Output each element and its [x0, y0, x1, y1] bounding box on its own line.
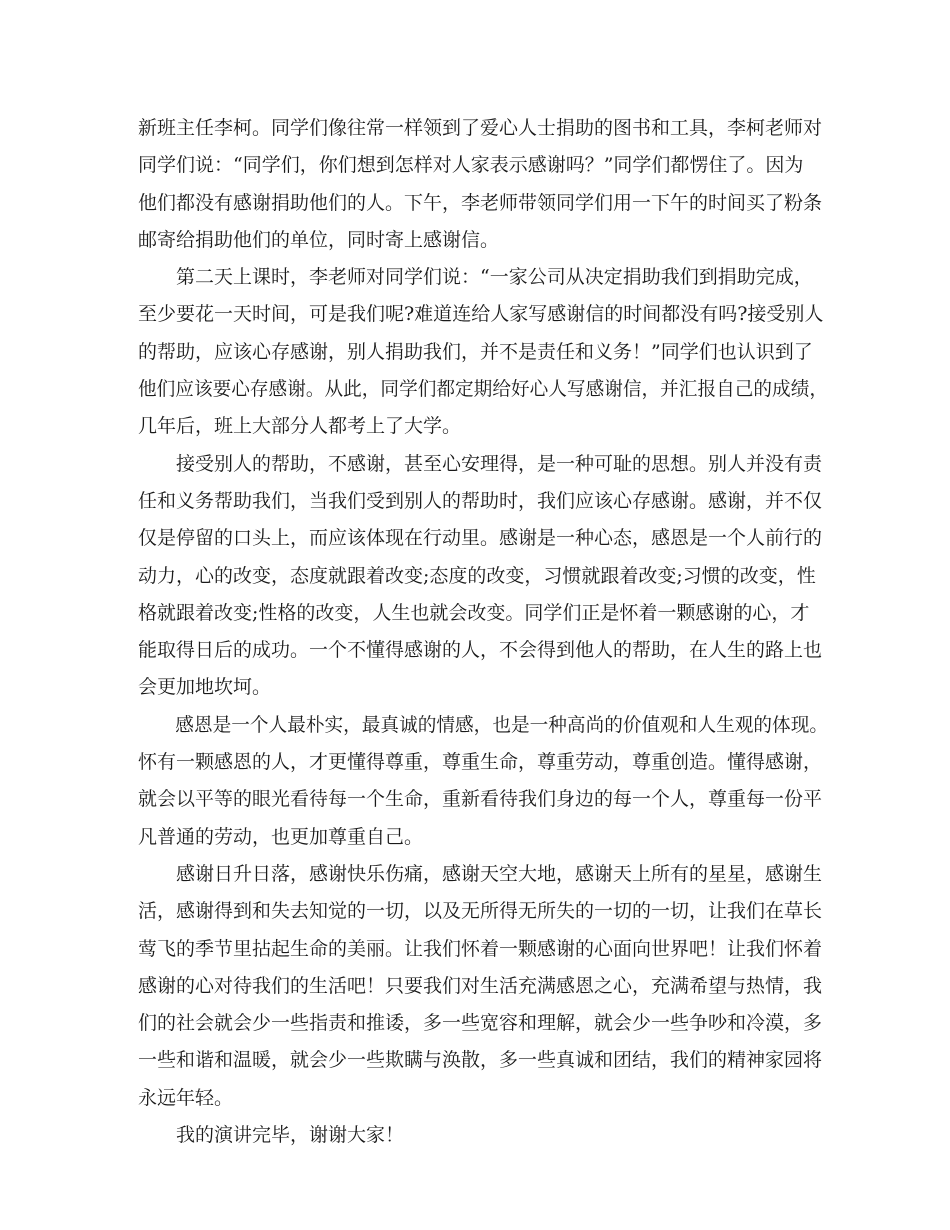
text-line: 感谢的心对待我们的生活吧！只要我们对生活充满感恩之心，充满希望与热情，我 — [138, 974, 823, 997]
text-line: 他们都没有感谢捐助他们的人。下午，李老师带领同学们用一下午的时间买了粉条 — [138, 191, 823, 214]
text-line: 任和义务帮助我们，当我们受到别人的帮助时，我们应该心存感谢。感谢，并不仅 — [138, 489, 823, 512]
text-line: 邮寄给捐助他们的单位，同时寄上感谢信。 — [138, 228, 500, 251]
paragraph — [138, 110, 828, 259]
text-line: 他们应该要心存感谢。从此，同学们都定期给好心人写感谢信，并汇报自己的成绩， — [138, 378, 829, 401]
text-line: 新班主任李柯。同学们像往常一样领到了爱心人士捐助的图书和工具，李柯老师对 — [138, 117, 823, 139]
text-line: 能取得日后的成功。一个不懂得感谢的人，不会得到他人的帮助，在人生的路上也 — [138, 639, 823, 662]
paragraph — [138, 856, 828, 1117]
text-line: 接受别人的帮助，不感谢，甚至心安理得，是一种可耻的思想。别人并没有责 — [176, 452, 823, 475]
text-line: 第二天上课时，李老师对同学们说：“一家公司从决定捐助我们到捐助完成， — [176, 266, 813, 289]
text-line: 仅是停留的口头上，而应该体现在行动里。感谢是一种心态，感恩是一个人前行的 — [138, 527, 823, 550]
paragraph — [138, 446, 828, 707]
paragraph — [138, 707, 828, 856]
text-line: 就会以平等的眼光看待每一个生命，重新看待我们身边的每一个人，尊重每一份平 — [138, 788, 823, 811]
document-body — [138, 110, 828, 1154]
text-line: 怀有一颗感恩的人，才更懂得尊重，尊重生命，尊重劳动，尊重创造。懂得感谢， — [138, 751, 823, 774]
text-line: 们的社会就会少一些指责和推诿，多一些宽容和理解，就会少一些争吵和冷漠，多 — [138, 1012, 823, 1035]
text-line: 一些和谐和温暖，就会少一些欺瞒与涣散，多一些真诚和团结，我们的精神家园将 — [138, 1049, 823, 1072]
text-line: 感恩是一个人最朴实，最真诚的情感，也是一种高尚的价值观和人生观的体现。 — [175, 713, 829, 736]
text-line: 几年后，班上大部分人都考上了大学。 — [138, 415, 462, 438]
text-line: 我的演讲完毕，谢谢大家！ — [176, 1124, 405, 1147]
text-line: 会更加地坎坷。 — [138, 676, 272, 699]
text-line: 永远年轻。 — [138, 1086, 234, 1109]
text-line: 的帮助，应该心存感谢，别人捐助我们，并不是责任和义务！”同学们也认识到了 — [138, 340, 813, 363]
text-line: 凡普通的劳动，也更加尊重自己。 — [138, 825, 424, 848]
text-line: 至少要花一天时间，可是我们呢?难道连给人家写感谢信的时间都没有吗?接受别人 — [138, 303, 824, 326]
paragraph — [138, 259, 828, 445]
text-line: 感谢日升日落，感谢快乐伤痛，感谢天空大地，感谢天上所有的星星，感谢生 — [176, 862, 823, 885]
text-line: 格就跟着改变;性格的改变，人生也就会改变。同学们正是怀着一颗感谢的心，才 — [138, 601, 810, 624]
text-line: 同学们说：“同学们，你们想到怎样对人家表示感谢吗？”同学们都愣住了。因为 — [138, 154, 804, 177]
text-line: 活，感谢得到和失去知觉的一切，以及无所得无所失的一切的一切，让我们在草长 — [138, 900, 823, 923]
paragraph — [138, 1117, 828, 1154]
text-line: 莺飞的季节里拈起生命的美丽。让我们怀着一颗感谢的心面向世界吧！让我们怀着 — [138, 937, 823, 960]
text-line: 动力，心的改变，态度就跟着改变;态度的改变，习惯就跟着改变;习惯的改变，性 — [138, 564, 816, 587]
